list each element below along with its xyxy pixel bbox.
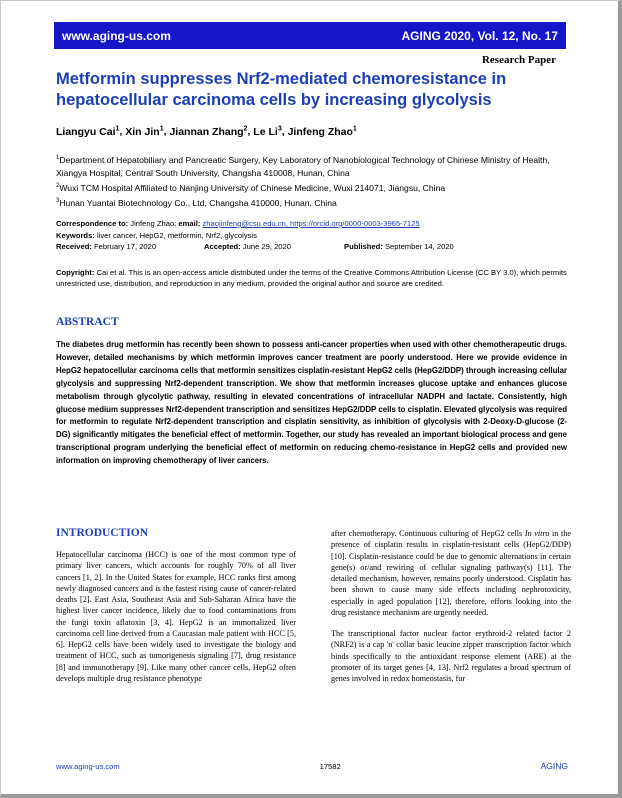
footer-journal-brand: AGING bbox=[540, 761, 568, 771]
author: Jiannan Zhang$^2$ bbox=[169, 125, 248, 138]
affiliation: $^3$Hunan Yuantai Biotechnology Co., Ltd, Changsha 410000, Hunan, China bbox=[56, 197, 337, 208]
author: Jinfeng Zhao$^1$ bbox=[287, 125, 357, 138]
page-footer bbox=[56, 761, 568, 771]
paragraph: The transcriptional factor nuclear factor erythroid-2 related factor 2 (NRF2) is a cap 'n' collar basic leucine zipper transcription factor which binds specifically to the antioxidant response element (ARE) at the promoter of its target genes [4, 13]. Nrf2 regulates a broad spectrum of genes involved in redox homeostasis, fur bbox=[331, 629, 571, 683]
correspondence-line: Correspondence to: Jinfeng Zhao; email: zhaojinfeng@csu.edu.cn, https://orcid.org/0000-0003-3965-7125 bbox=[56, 219, 420, 228]
journal-issue: AGING 2020, Vol. 12, No. 17 bbox=[401, 28, 558, 43]
abstract-text: The diabetes drug metformin has recently been shown to possess anti-cancer properties when used with other chemotherapeutic drugs. However, detailed mechanisms by which metformin improves cancer treatment are poorly understood. Here we provide evidence in HepG2 hepatocellular carcinoma cells that metformin sensitizes cisplatin-resistant HepG2 cells (HepG2/DDP) through increasing cellular glycolysis and suppressing Nrf2-dependent transcription. We show that metformin increases glucose uptake and enhances glucose metabolism through glycolytic pathway, resulting in elevated concentrations of intracellular NADPH and lactate. Consistently, high glucose medium suppresses Nrf2-dependent transcription and sensitizes HepG2/DDP cells to cisplatin. Elevated glycolysis was required for metformin to regulate Nrf2-dependent transcription and cisplatin sensitivity, as inhibition of glycolysis with 2-Deoxy-D-glucose (2-DG) significantly mitigates the beneficial effect of metformin. Together, our study has revealed an important biological process and gene transcriptional program underlying the beneficial effect of metformin on reducing chemo-resistance in HepG2 cells and provided new information on improving chemotherapy of liver cancers. bbox=[56, 340, 567, 466]
paragraph: Hepatocellular carcinoma (HCC) is one of the most common type of primary liver cancers, which accounts for roughly 70% of all liver cancers [1, 2]. In the United States for example, HCC ranks first among newly diagnosed cancers and is the fastest rising cause of cancer-related deaths [2]. East Asia, Southeast Asia and Sub-Saharan Africa have the highest liver cancer incidence, likely due to food contaminations from the fungi toxin aflatoxin [3, 4]. HepG2 is an immortalized liver carcinoma cell line derived from a Caucasian male patient with HCC [5, 6]. HepG2 cells have been widely used to investigate the biology and treatment of HCC, such as tumorigenesis signaling [7], drug resistance [8] and immunotherapy [9]. Like many other cancer cells, HepG2 often develops multiple drug resistance phenotype bbox=[56, 550, 296, 683]
copyright-notice: Copyright: Cai et al. This is an open-access article distributed under the terms of the Creative Commons Attribution License (CC BY 3.0), which permits unrestricted use, distribution, and reproduction in any medium, provided the original author and source are credited. bbox=[56, 268, 567, 288]
author-list: Liangyu Cai$^1$, Xin Jin$^1$, Jiannan Zhang$^2$, Le Li$^3$, Jinfeng Zhao$^1$ bbox=[56, 125, 357, 138]
paper-type-label: Research Paper bbox=[481, 54, 556, 66]
text-column-right bbox=[331, 528, 571, 694]
page-number: 17582 bbox=[319, 761, 341, 771]
author: Le Li$^3$ bbox=[253, 125, 282, 138]
text-column-left bbox=[56, 549, 296, 694]
introduction-heading: INTRODUCTION bbox=[56, 527, 149, 539]
correspondence-email-link[interactable]: zhaojinfeng@csu.edu.cn, https://orcid.org/0000-0003-3965-7125 bbox=[202, 219, 420, 228]
journal-header-bar bbox=[54, 22, 566, 49]
affiliation-list bbox=[56, 152, 576, 210]
journal-site-link[interactable]: www.aging-us.com bbox=[62, 28, 171, 43]
abstract-heading: ABSTRACT bbox=[56, 316, 119, 328]
keywords-line: Keywords: liver cancer, HepG2, metformin, Nrf2, glycolysis bbox=[56, 230, 257, 240]
affiliation: $^2$Wuxi TCM Hospital Affiliated to Nanjing University of Chinese Medicine, Wuxi 214071, Jiangsu, China bbox=[56, 182, 446, 193]
dates-line: Received: February 17, 2020 Accepted: June 29, 2020 Published: September 14, 2020 bbox=[56, 242, 454, 251]
author: Xin Jin$^1$ bbox=[125, 125, 164, 138]
affiliation: $^1$Department of Hepatobiliary and Pancreatic Surgery, Key Laboratory of Nanobiological Technology of Chinese Ministry of Health, Xiangya Hospital, Central South University, Changsha 410008, Hunan, China bbox=[56, 154, 550, 178]
paper-title: Metformin suppresses Nrf2-mediated chemoresistance in hepatocellular carcinoma cells by increasing glycolysis bbox=[56, 70, 507, 109]
footer-site-link[interactable]: www.aging-us.com bbox=[56, 761, 120, 771]
article-metadata bbox=[56, 218, 576, 253]
author: Liangyu Cai$^1$ bbox=[56, 125, 120, 138]
paragraph: after chemotherapy. Continuous culturing of HepG2 cells In vitro in the presence of cisplatin results in cisplatin-resistant cells (HepG2/DDP) [10]. Cisplatin-resistance could be due to genomic alternations in certain gene(s) or/and rewiring of cellular signaling pathway(s) [11]. The detailed mechanism, however, remains poorly understood. Cisplatin has been shown to cause many side effects including nephrotoxicity, especially in aged population [12], therefore, efforts looking into the drug resistance mechanism are urgently needed. bbox=[331, 529, 571, 617]
